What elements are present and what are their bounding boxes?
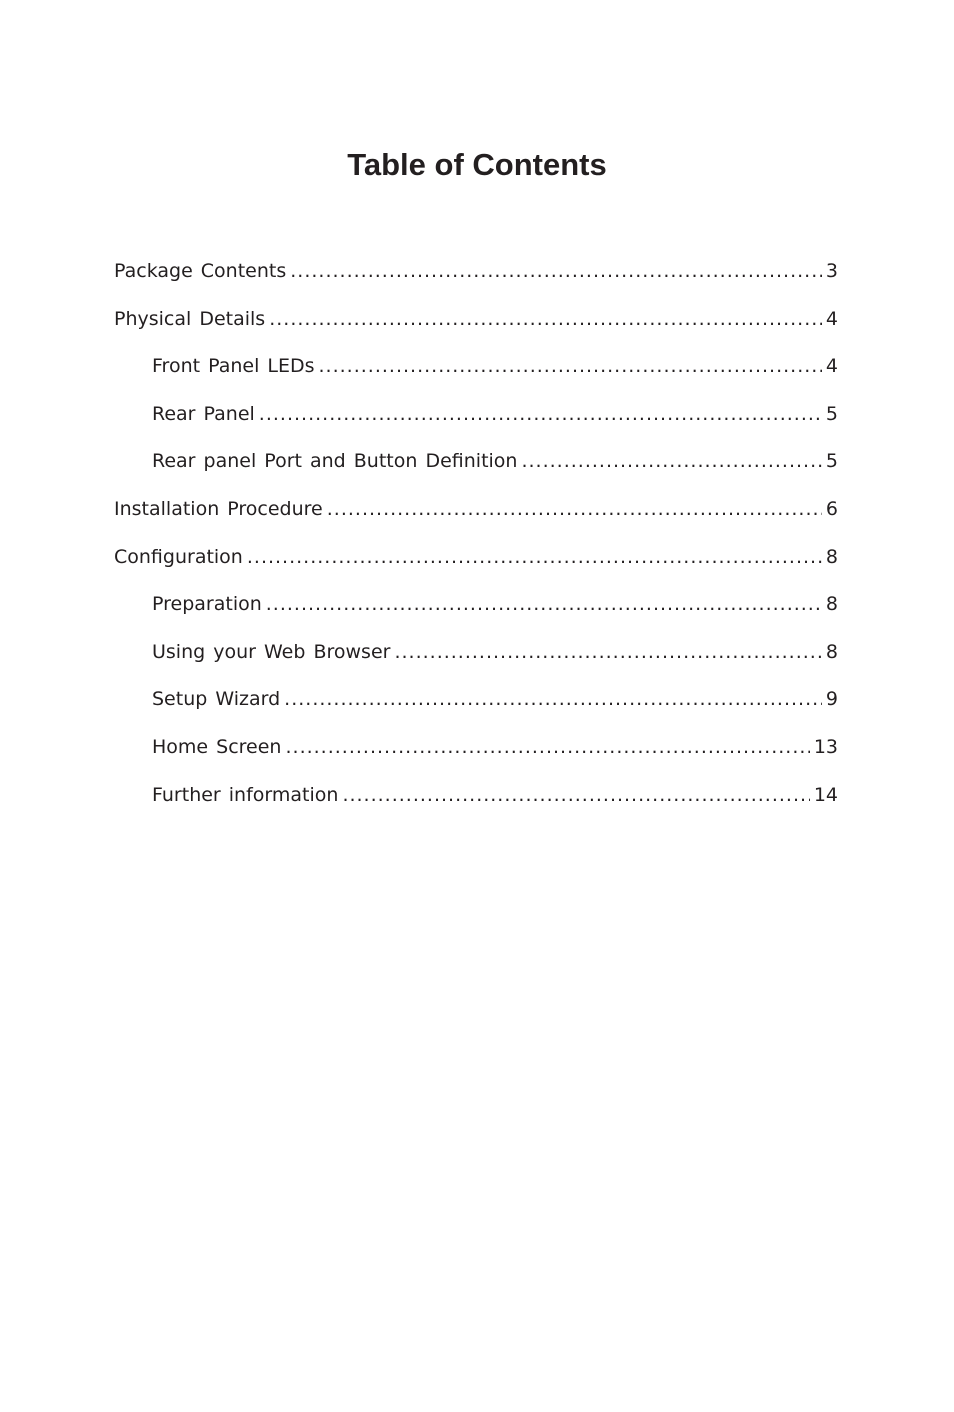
toc-entry-page-number: 4 bbox=[825, 355, 838, 378]
toc-entry-page-number: 3 bbox=[825, 260, 838, 282]
toc-entry-label: Setup Wizard bbox=[152, 688, 281, 711]
dot-leader bbox=[521, 438, 821, 484]
page-title: Table of Contents bbox=[347, 147, 607, 182]
toc-entry-page-number: 8 bbox=[825, 545, 838, 568]
toc-entry-setup-wizard[interactable] bbox=[0, 676, 954, 724]
toc-entry-label: Configuration bbox=[114, 545, 243, 568]
toc-entry-label: Home Screen bbox=[152, 735, 282, 758]
toc-entry-label: Preparation bbox=[152, 593, 262, 616]
dot-leader bbox=[290, 248, 822, 294]
toc-entry-page-number: 8 bbox=[825, 593, 838, 616]
toc-entry-label: Package Contents bbox=[114, 260, 287, 282]
toc-entry-further-information[interactable] bbox=[0, 772, 954, 820]
dot-leader bbox=[259, 391, 822, 437]
toc-entry-label: Further information bbox=[152, 783, 339, 806]
dot-leader bbox=[284, 676, 822, 722]
toc-entry-rear-panel[interactable] bbox=[0, 391, 954, 439]
toc-entry-page-number: 5 bbox=[825, 402, 838, 425]
toc-entry-label: Rear Panel bbox=[152, 402, 255, 425]
toc-entry-installation-procedure[interactable] bbox=[0, 486, 954, 534]
toc-entry-page-number: 13 bbox=[813, 735, 838, 758]
dot-leader bbox=[342, 772, 809, 818]
dot-leader bbox=[266, 581, 822, 627]
toc-entry-label: Installation Procedure bbox=[114, 497, 323, 520]
toc-entry-label: Using your Web Browser bbox=[152, 640, 391, 663]
toc-entry-physical-details[interactable] bbox=[0, 296, 954, 344]
toc-entry-home-screen[interactable] bbox=[0, 724, 954, 772]
dot-leader bbox=[247, 534, 822, 580]
toc-entry-page-number: 4 bbox=[825, 307, 838, 330]
toc-entry-using-your-web-browser[interactable] bbox=[0, 629, 954, 677]
dot-leader bbox=[327, 486, 822, 532]
toc-entry-label: Front Panel LEDs bbox=[152, 355, 315, 378]
dot-leader bbox=[394, 629, 821, 675]
toc-entry-front-panel-leds[interactable] bbox=[0, 343, 954, 391]
toc-entry-label: Physical Details bbox=[114, 307, 266, 330]
toc-entry-page-number: 6 bbox=[825, 497, 838, 520]
toc-entry-page-number: 5 bbox=[825, 450, 838, 473]
toc-entry-configuration[interactable] bbox=[0, 534, 954, 582]
dot-leader bbox=[269, 296, 822, 342]
toc-entry-package-contents[interactable] bbox=[0, 248, 954, 296]
dot-leader bbox=[319, 343, 822, 389]
toc-entry-label: Rear panel Port and Button Definition bbox=[152, 450, 518, 473]
toc-entry-page-number: 9 bbox=[825, 688, 838, 711]
toc-entry-page-number: 14 bbox=[813, 783, 838, 806]
dot-leader bbox=[285, 724, 809, 770]
toc-entry-rear-panel-port-and-button-definition[interactable] bbox=[0, 438, 954, 486]
toc-list bbox=[0, 248, 954, 819]
toc-entry-page-number: 8 bbox=[825, 640, 838, 663]
toc-entry-preparation[interactable] bbox=[0, 581, 954, 629]
